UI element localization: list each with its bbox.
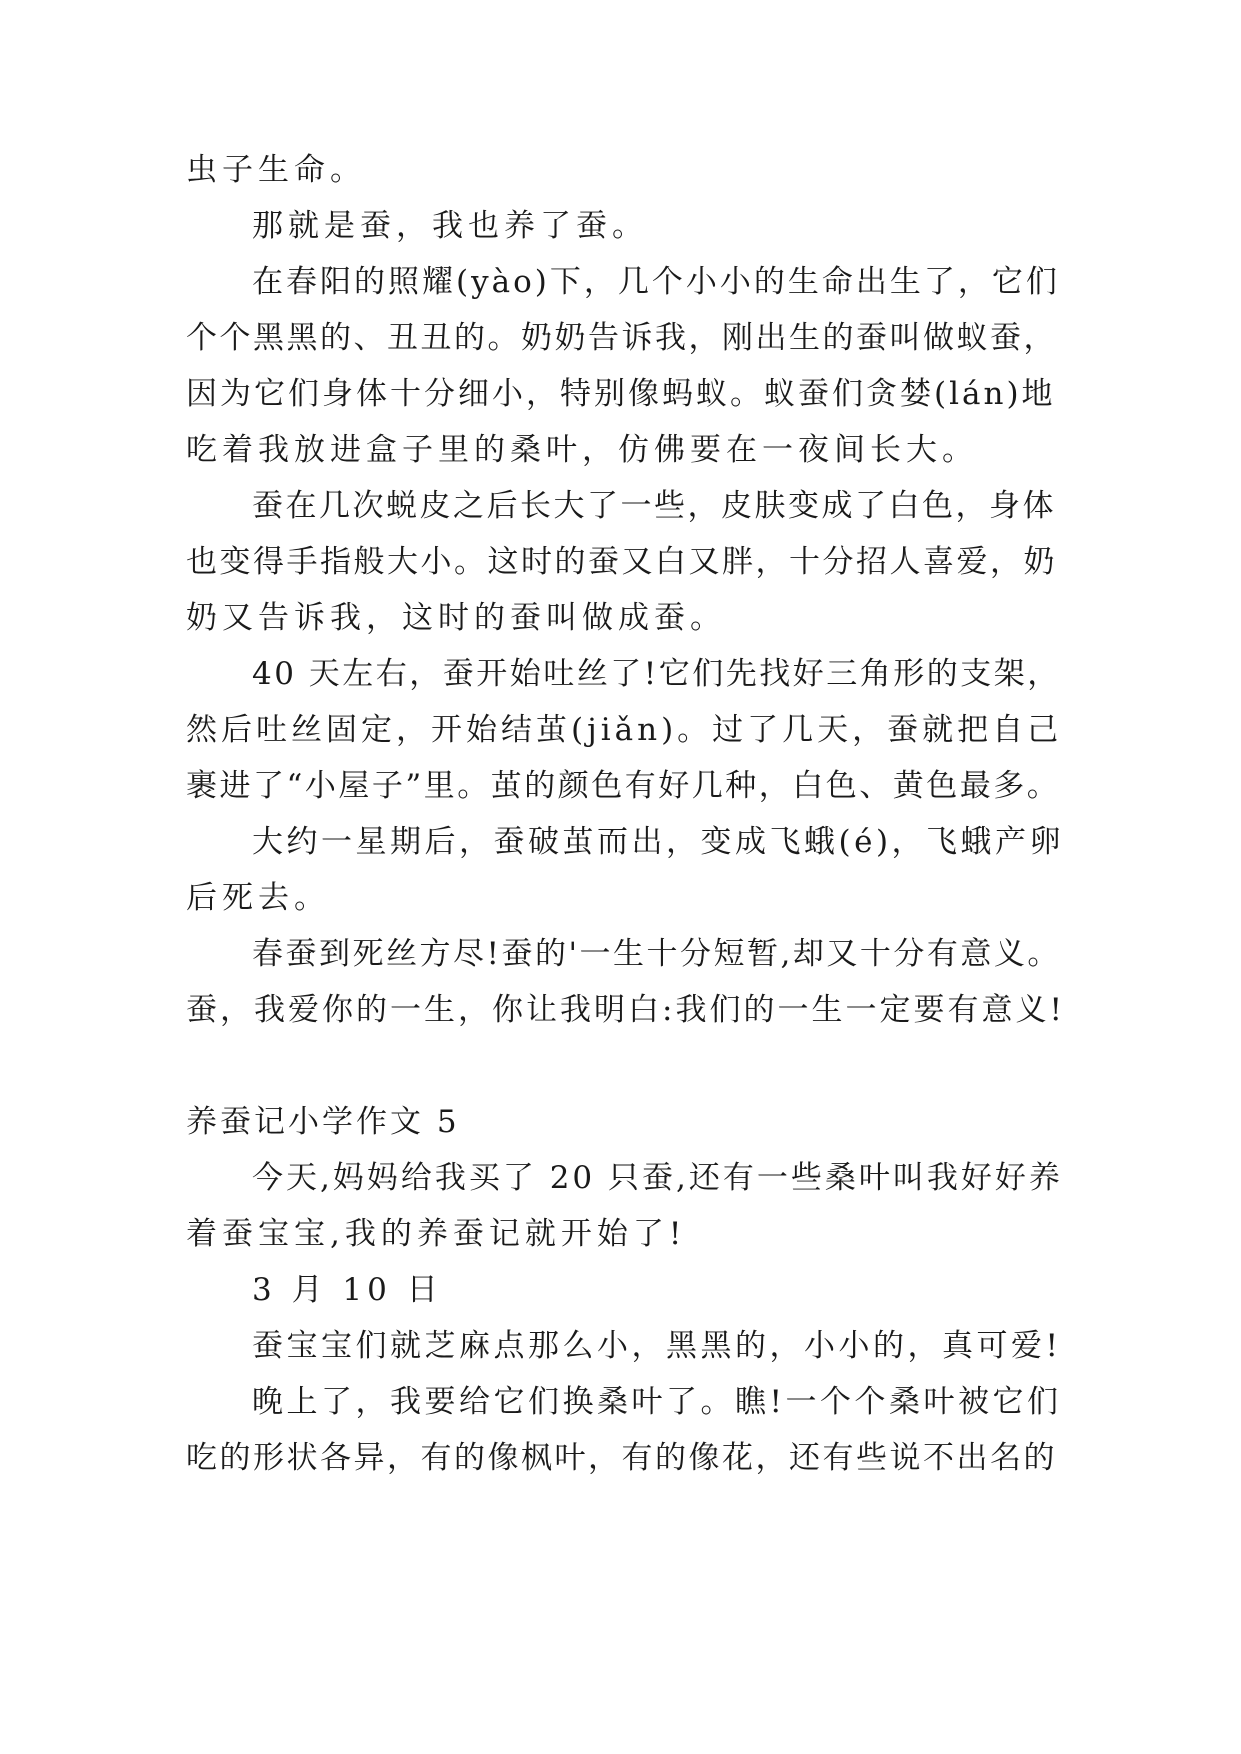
text-line: 虫子生命。 [186, 152, 366, 188]
text-line: 蚕，我爱你的一生，你让我明白:我们的一生一定要有意义! [186, 992, 1065, 1028]
text-line: 也变得手指般大小。这时的蚕又白又胖，十分招人喜爱，奶 [186, 544, 1057, 580]
paragraph-start: 晚上了，我要给它们换桑叶了。瞧!一个个桑叶被它们 [252, 1384, 1062, 1420]
text-line: 个个黑黑的、丑丑的。奶奶告诉我，刚出生的蚕叫做蚁蚕， [186, 320, 1057, 356]
text-line: 后死去。 [186, 880, 330, 916]
paragraph-start: 那就是蚕，我也养了蚕。 [252, 208, 648, 244]
paragraph-start: 40 天左右，蚕开始吐丝了!它们先找好三角形的支架， [252, 656, 1061, 692]
paragraph-start: 在春阳的照耀(yào)下，几个小小的生命出生了，它们 [252, 264, 1060, 300]
paragraph-start: 蚕在几次蜕皮之后长大了一些，皮肤变成了白色，身体 [252, 488, 1056, 524]
text-line: 吃的形状各异，有的像枫叶，有的像花，还有些说不出名的 [186, 1440, 1057, 1476]
text-line: 着蚕宝宝,我的养蚕记就开始了! [186, 1216, 687, 1252]
text-line: 然后吐丝固定，开始结茧(jiǎn)。过了几天，蚕就把自己 [186, 712, 1063, 748]
text-line: 因为它们身体十分细小，特别像蚂蚁。蚁蚕们贪婪(lán)地 [186, 376, 1056, 412]
paragraph-start: 今天,妈妈给我买了 20 只蚕,还有一些桑叶叫我好好养 [252, 1160, 1063, 1196]
paragraph-start: 春蚕到死丝方尽!蚕的'一生十分短暂,却又十分有意义。 [252, 936, 1061, 972]
text-line: 裹进了“小屋子”里。茧的颜色有好几种，白色、黄色最多。 [186, 768, 1061, 804]
diary-date: 3 月 10 日 [252, 1272, 443, 1308]
text-line: 奶又告诉我，这时的蚕叫做成蚕。 [186, 600, 726, 636]
section-heading: 养蚕记小学作文 5 [186, 1104, 460, 1140]
paragraph-start: 蚕宝宝们就芝麻点那么小，黑黑的，小小的，真可爱! [252, 1328, 1062, 1364]
paragraph-start: 大约一星期后，蚕破茧而出，变成飞蛾(é)，飞蛾产卵 [252, 824, 1065, 860]
text-line: 吃着我放进盒子里的桑叶，仿佛要在一夜间长大。 [186, 432, 978, 468]
